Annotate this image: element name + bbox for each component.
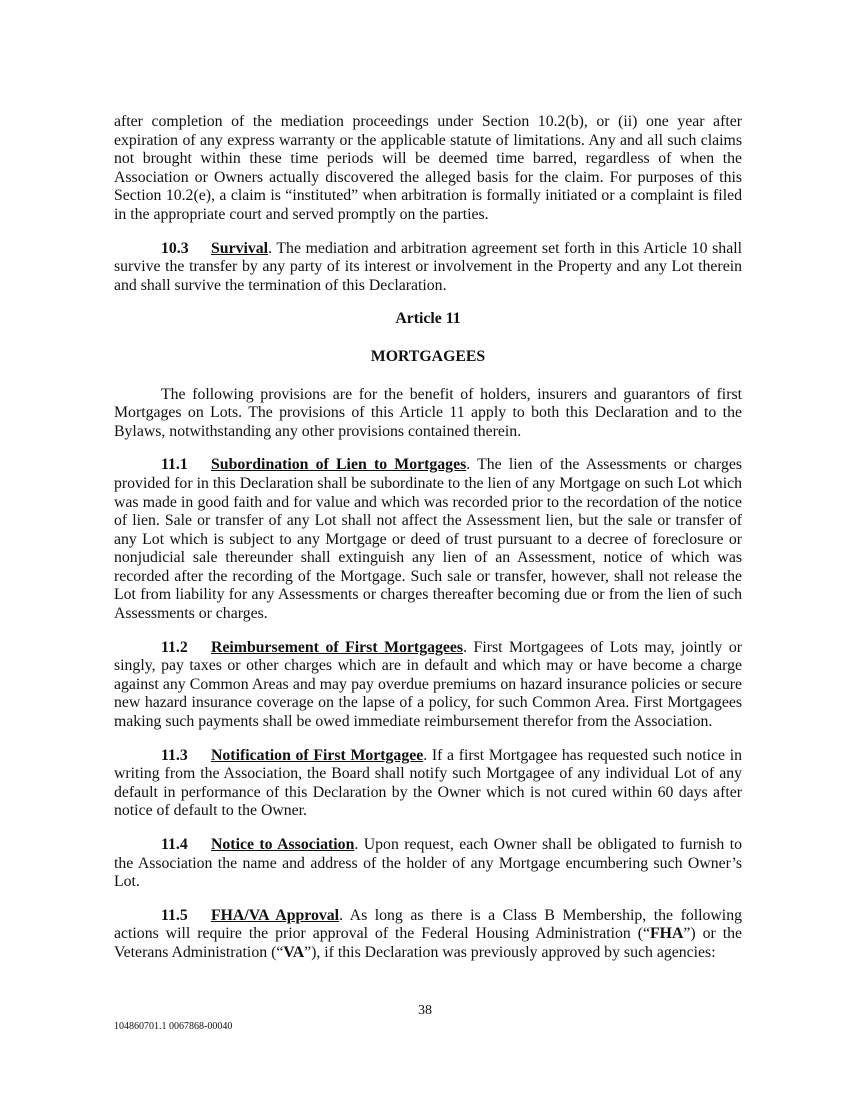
section-title: Reimbursement of First Mortgagees bbox=[211, 638, 464, 656]
section-body-part-2: ”) or the Veterans Administration (“ bbox=[114, 925, 742, 961]
page-number: 38 bbox=[418, 1003, 432, 1018]
section-title: Survival bbox=[211, 239, 269, 257]
article-intro-paragraph: The following provisions are for the benefit of holders, insurers and guarantors of first Mortgages on Lots. The provisions of this Article 11 apply to both this Declaration and to the Bylaws, notwithstanding any other provisions contained therein. bbox=[114, 385, 742, 440]
section-11-1-paragraph bbox=[114, 456, 742, 623]
section-body: . Upon request, each Owner shall be obligated to furnish to the Association the name and address of the holder of any Mortgage encumbering such Owner’s Lot. bbox=[114, 836, 742, 891]
section-11-4-paragraph bbox=[114, 836, 742, 892]
section-body-part-3: ”), if this Declaration was previously approved by such agencies: bbox=[304, 943, 716, 961]
section-title: Subordination of Lien to Mortgages bbox=[211, 456, 467, 474]
section-10-3-paragraph bbox=[114, 240, 742, 296]
page-content bbox=[114, 113, 742, 978]
article-title: MORTGAGEES bbox=[370, 347, 486, 365]
section-11-3-paragraph bbox=[114, 747, 742, 821]
section-number: 11.5 bbox=[161, 906, 188, 924]
section-11-5-paragraph bbox=[114, 907, 742, 963]
section-body-part-1: . As long as there is a Class B Membership, the following actions will require the prior approval of the Federal Housing Administration (“ bbox=[114, 906, 742, 943]
va-abbreviation: VA bbox=[283, 943, 305, 961]
section-body: . The mediation and arbitration agreement set forth in this Article 10 shall survive the transfer by any party of its interest or involvement in the Property and any Lot therein and shall survive the termination of this Declaration. bbox=[114, 239, 742, 294]
section-number: 10.3 bbox=[161, 239, 189, 257]
article-heading: Article 11 bbox=[395, 310, 461, 328]
section-11-2-paragraph bbox=[114, 639, 742, 732]
section-number: 11.2 bbox=[161, 638, 188, 656]
section-body: . First Mortgagees of Lots may, jointly or singly, pay taxes or other charges which are in default and which may or have become a charge against any Common Areas and may pay overdue premiums on hazard insurance policies or secure new hazard insurance coverage on the lapse of a policy, for such Common Area. First Mortgagees making such payments shall be owed immediate reimbursement therefor from the Association. bbox=[114, 638, 742, 731]
section-title: FHA/VA Approval bbox=[211, 906, 340, 924]
continuation-paragraph: after completion of the mediation proceedings under Section 10.2(b), or (ii) one year after expiration of any express warranty or the applicable statute of limitations. Any and all such claims not brought within these time periods will be deemed time barred, regardless of when the Association or Owners actually discovered the alleged basis for the claim. For purposes of this Section 10.2(e), a claim is “instituted” when arbitration is formally initiated or a complaint is filed in the appropriate court and served promptly on the parties. bbox=[114, 113, 742, 223]
section-title: Notification of First Mortgagee bbox=[211, 746, 424, 764]
section-title: Notice to Association bbox=[211, 836, 355, 853]
fha-abbreviation: FHA bbox=[650, 925, 684, 943]
section-body: . The lien of the Assessments or charges provided for in this Declaration shall be subordinate to the lien of any Mortgage on such Lot which was made in good faith and for value and which was recorded prior to the recordation of the notice of lien. Sale or transfer of any Lot shall not affect the Assessment lien, but the sale or transfer of any Lot which is subject to any Mortgage or deed of trust pursuant to a decree of foreclosure or nonjudicial sale thereunder shall extinguish any lien of an Assessment, notice of which was recorded after the recording of the Mortgage. Such sale or transfer, however, shall not release the Lot from liability for any Assessments or charges thereafter becoming due or from the lien of such Assessments or charges. bbox=[114, 456, 743, 623]
section-body: . If a first Mortgagee has requested such notice in writing from the Association, the Board shall notify such Mortgagee of any individual Lot of any default in performance of this Declaration by the Owner which is not cured within 60 days after notice of default to the Owner. bbox=[114, 746, 742, 820]
document-id: 104860701.1 0067868-00040 bbox=[114, 1021, 233, 1032]
section-number: 11.4 bbox=[161, 836, 188, 853]
section-number: 11.3 bbox=[161, 746, 188, 764]
section-number: 11.1 bbox=[161, 456, 188, 474]
